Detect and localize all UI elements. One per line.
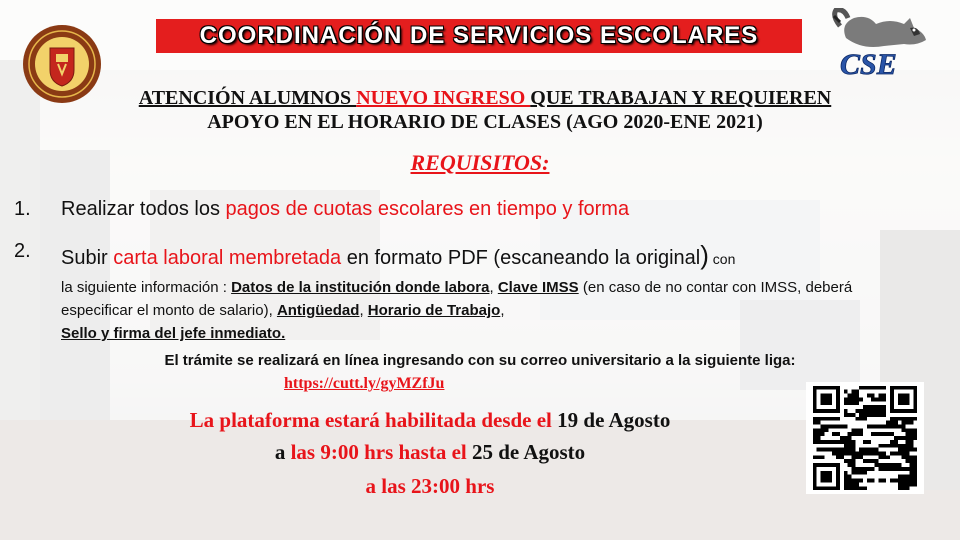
title-highlight: NUEVO INGRESO	[356, 87, 531, 109]
announcement-title	[30, 86, 940, 134]
platform-line-2	[60, 440, 800, 465]
end-date: 25 de Agosto	[472, 440, 586, 464]
cse-raccoon-logo-icon	[826, 8, 938, 80]
qr-code-icon	[806, 382, 924, 494]
tramite-note: El trámite se realizará en línea ingresando con su correo universitario a la siguiente liga:	[164, 352, 796, 369]
item1-text: Realizar todos los	[61, 198, 226, 220]
registration-link[interactable]: https://cutt.ly/gyMZfJu	[284, 375, 445, 392]
platform-a: a	[274, 440, 291, 464]
start-time: las 9:00 hrs hasta el	[290, 440, 472, 464]
item2-cont-a: la siguiente información :	[61, 279, 232, 296]
banner-title: COORDINACIÓN DE SERVICIOS ESCOLARES	[199, 22, 759, 49]
title-part1: ATENCIÓN ALUMNOS	[138, 87, 357, 109]
item2-paren: )	[700, 240, 709, 270]
platform-line-1	[60, 408, 800, 433]
separator: ,	[489, 279, 498, 296]
req-datos-institucion: Datos de la institución donde labora	[231, 279, 490, 296]
item2-text-c: con	[708, 251, 736, 267]
item2-highlight: carta laboral membretada	[113, 247, 342, 269]
title-part2: QUE TRABAJAN Y REQUIEREN	[530, 87, 832, 109]
req-horario-trabajo: Horario de Trabajo	[367, 302, 501, 319]
cse-logo-text: CSE	[840, 48, 897, 80]
title-line2: APOYO EN EL HORARIO DE CLASES (AGO 2020-ENE 2021)	[207, 111, 763, 133]
platform-text: La plataforma estará habilitada desde el	[189, 408, 558, 432]
item2-cont-b: (en caso de no contar con IMSS, deberá especificar el monto de salario),	[61, 279, 853, 319]
separator: ,	[500, 302, 505, 319]
req-antiguedad: Antigüedad	[276, 302, 360, 319]
separator: ,	[359, 302, 368, 319]
end-time: a las 23:00 hrs	[365, 474, 495, 498]
req-clave-imss: Clave IMSS	[497, 279, 579, 296]
item1-highlight: pagos de cuotas escolares en tiempo y forma	[225, 198, 630, 220]
requisitos-heading: REQUISITOS:	[410, 150, 550, 175]
req-sello-firma: Sello y firma del jefe inmediato.	[61, 325, 286, 342]
item-number: 1.	[14, 198, 31, 220]
header-banner	[156, 19, 802, 53]
item2-continuation	[61, 276, 921, 345]
item2-text-a: Subir	[61, 247, 114, 269]
start-date: 19 de Agosto	[557, 408, 671, 432]
item-number: 2.	[14, 240, 31, 262]
item2-text-b: en formato PDF (escaneando la original	[341, 247, 701, 269]
